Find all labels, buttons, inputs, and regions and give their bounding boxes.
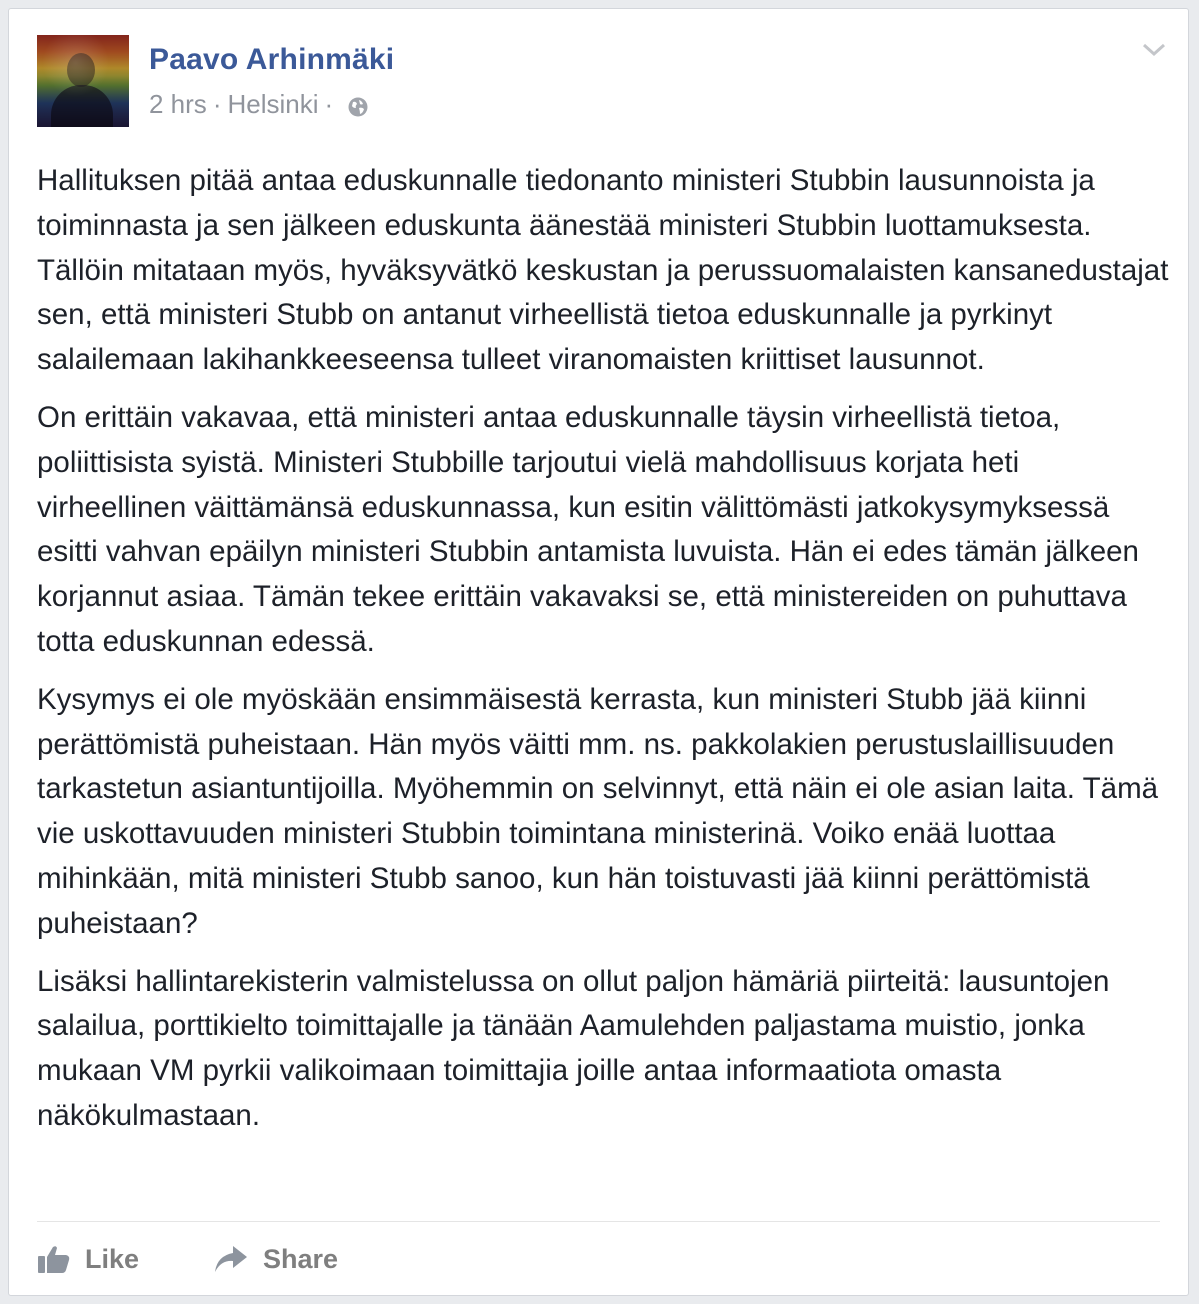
post-location[interactable]: Helsinki (227, 89, 319, 119)
post-paragraph: Kysymys ei ole myöskään ensimmäisestä kerrasta, kun ministeri Stubb jää kiinni perättömistä puheistaan. Hän myös väitti mm. ns. pakkolakien perustuslaillisuuden tarkastetun asiantuntijoilla. Myöhemmin on selvinnyt, että näin ei ole asian laita. Tämä vie uskottavuuden ministeri Stubbin toimintana ministerinä. Voiko enää luottaa mihinkään, mitä ministeri Stubb sanoo, kun hän toistuvasti jää kiinni perättömistä puheistaan? (37, 682, 1159, 940)
post-header (37, 35, 1168, 131)
thumbs-up-icon (37, 1244, 71, 1274)
chevron-down-icon[interactable] (1140, 39, 1168, 59)
avatar-shade (37, 35, 129, 127)
like-label: Like (85, 1243, 140, 1274)
post-paragraph: Lisäksi hallintarekisterin valmistelussa on ollut paljon hämäriä piirteitä: lausuntojen salailua, porttikielto toimittajalle ja tänään Aamulehden paljastama muistio, jonka mukaan VM pyrkii valikoimaan toimittajia joille antaa informaatiota omasta näkökulmastaan. (37, 964, 1110, 1132)
share-button[interactable] (213, 1244, 338, 1275)
post-paragraph: On erittäin vakavaa, että ministeri antaa eduskunnalle täysin virheellistä tietoa, poliittisista syistä. Ministeri Stubbille tarjoutui vielä mahdollisuus korjata heti virheellinen väittämänsä eduskunnassa, kun esitin välittömästi jatkokysymyksessä esitti vahvan epäilyn ministeri Stubbin antamista luvuista. Hän ei edes tämän jälkeen korjannut asiaa. Tämän tekee erittäin vakavaksi se, että ministereiden on puhuttava totta eduskunnan edessä. (37, 400, 1139, 658)
share-arrow-icon (213, 1244, 249, 1274)
post-actions (37, 1237, 412, 1281)
post-paragraph: Hallituksen pitää antaa eduskunnalle tiedonanto ministeri Stubbin lausunnoista ja toiminnasta ja sen jälkeen eduskunta äänestää ministeri Stubbin luottamuksesta. Tällöin mitataan myös, hyväksyvätkö keskustan ja perussuomalaisten kansanedustajat sen, että ministeri Stubb on antanut virheellistä tietoa eduskunnalle ja pyrkinyt salailemaan lakihankkeeseensa tulleet viranomaisten kriittiset lausunnot. (37, 164, 1169, 377)
avatar[interactable] (37, 35, 129, 127)
post-time[interactable]: 2 hrs (149, 89, 207, 119)
post-meta (149, 89, 369, 120)
actions-divider (37, 1221, 1160, 1222)
share-label: Share (263, 1243, 339, 1274)
post-card (8, 8, 1189, 1296)
globe-icon[interactable] (347, 94, 369, 116)
like-button[interactable] (37, 1244, 139, 1275)
meta-separator-2: · (324, 89, 334, 119)
meta-separator: · (212, 89, 222, 119)
author-name[interactable]: Paavo Arhinmäki (149, 43, 395, 76)
post-body (37, 159, 1172, 1152)
